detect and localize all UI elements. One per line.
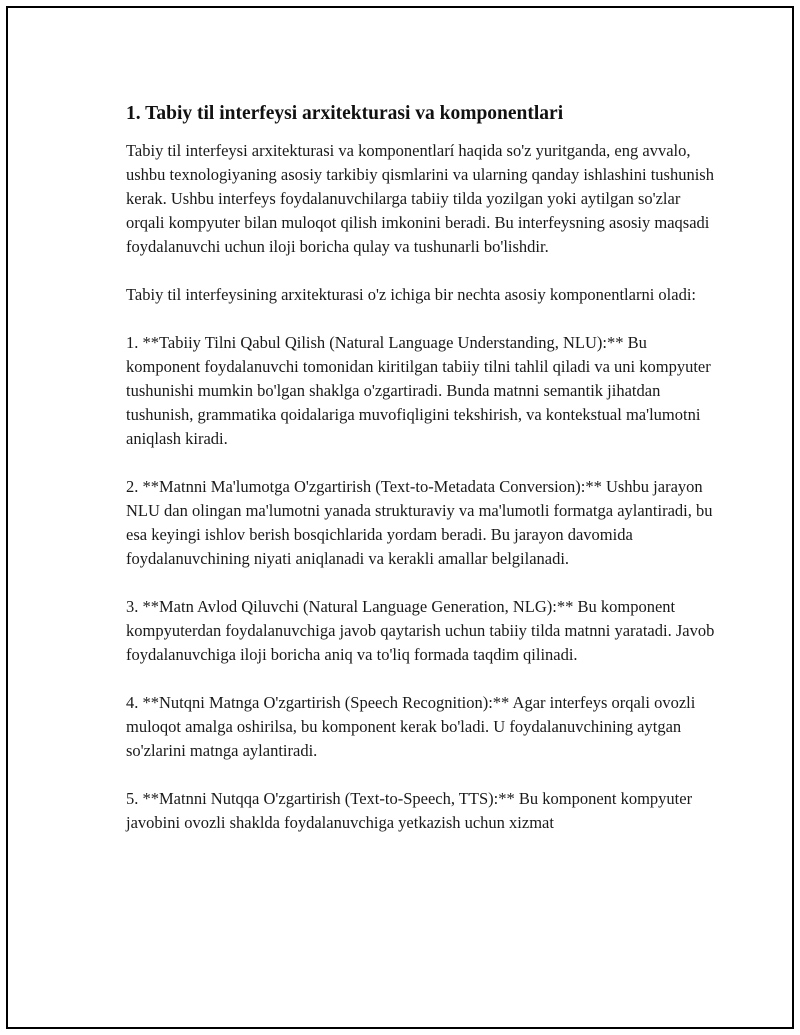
paragraph-tts: 5. **Matnni Nutqqa O'zgartirish (Text-to-Speech, TTS):** Bu komponent kompyuter javobini ovozli shaklda foydalanuvchiga yetkazish uchun xizmat xyxy=(126,789,693,832)
paragraph-speech-recognition: 4. **Nutqni Matnga O'zgartirish (Speech Recognition):** Agar interfeys orqali ovozli muloqot amalga oshirilsa, bu komponent kerak bo'ladi. U foydalanuvchining aytgan so'zlarini matnga aylantiradi. xyxy=(126,693,696,760)
document-body xyxy=(126,100,716,859)
paragraph-nlu: 1. **Tabiiy Tilni Qabul Qilish (Natural Language Understanding, NLU):** Bu komponent foydalanuvchi tomonidan kiritilgan tabiiy tilni tahlil qiladi va uni kompyuter tushunishi mumkin bo'lgan shaklga o'zgartiradi. Bunda matnni semantik jihatdan tushunish, grammatika qoidalariga muvofiqligini tekshirish, va kontekstual ma'lumotni aniqlash kiradi. xyxy=(126,333,711,448)
page-frame xyxy=(6,6,794,1029)
paragraph-architecture: Tabiy til interfeysining arxitekturasi o'z ichiga bir nechta asosiy komponentlarni oladi: xyxy=(126,285,696,304)
section-title: 1. Tabiy til interfeysi arxitekturasi va komponentlari xyxy=(126,103,564,124)
paragraph-nlg: 3. **Matn Avlod Qiluvchi (Natural Language Generation, NLG):** Bu komponent kompyuterdan foydalanuvchiga javob qaytarish uchun tabiiy tilda matnni yaratadi. Javob foydalanuvchiga iloji boricha aniq va to'liq formada taqdim qilinadi. xyxy=(126,597,715,664)
paragraph-intro: Tabiy til interfeysi arxitekturasi va komponentlarí haqida so'z yuritganda, eng avvalo, ushbu texnologiyaning asosiy tarkibiy qismlarini va ularning qanday ishlashini tushunish kerak. Ushbu interfeys foydalanuvchilarga tabiiy tilda yozilgan yoki aytilgan so'zlar orqali kompyuter bilan muloqot qilish imkonini beradi. Bu interfeysning asosiy maqsadi foydalanuvchi uchun iloji boricha qulay va tushunarli bo'lishdir. xyxy=(126,141,714,256)
paragraph-text-to-metadata: 2. **Matnni Ma'lumotga O'zgartirish (Text-to-Metadata Conversion):** Ushbu jarayon NLU dan olingan ma'lumotni yanada strukturaviy va ma'lumotli formatga aylantiradi, bu esa keyingi ishlov berish bosqichlarida yordam beradi. Bu jarayon davomida foydalanuvchining niyati aniqlanadi va kerakli amallar belgilanadi. xyxy=(126,477,713,568)
